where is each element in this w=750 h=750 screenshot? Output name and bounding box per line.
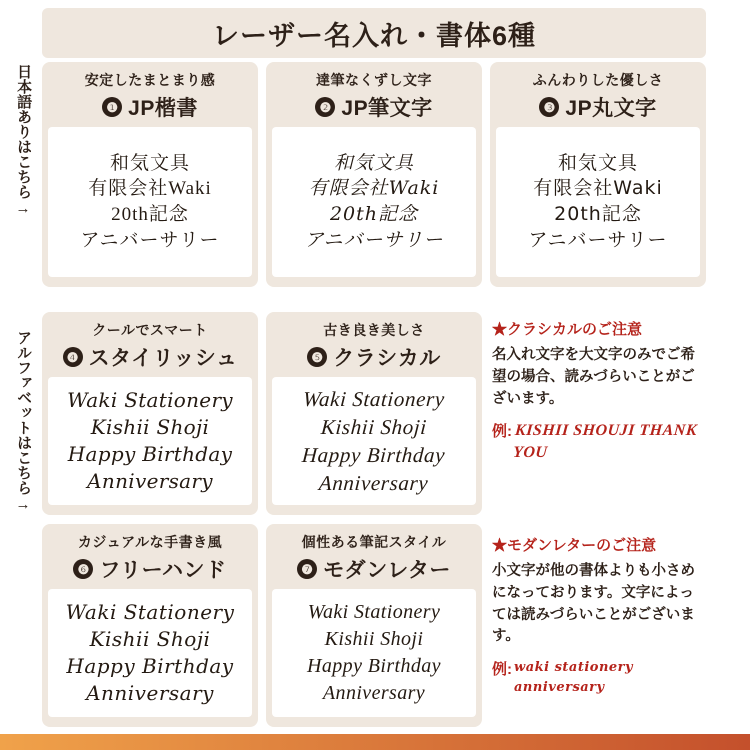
sample-line: Waki Stationery bbox=[67, 388, 233, 412]
sample-line: アニバーサリー bbox=[304, 228, 444, 251]
rail-alphabet-label: アルファベットはこちら bbox=[15, 330, 33, 495]
note-title: ★モダンレターのご注意 bbox=[492, 537, 657, 554]
sample-line: 有限会社Waki bbox=[88, 178, 212, 200]
font-sample bbox=[48, 127, 252, 277]
note-example-label: 例: bbox=[492, 661, 512, 678]
font-card-caption: 古き良き美しさ bbox=[323, 322, 425, 338]
font-card-namerow bbox=[63, 342, 238, 372]
note-body: 名入れ文字を大文字のみでご希望の場合、読みづらいことがございます。 bbox=[492, 347, 695, 407]
font-sample bbox=[272, 377, 476, 505]
font-card-namerow bbox=[539, 92, 656, 122]
sample-line: Waki Stationery bbox=[65, 600, 235, 624]
font-card-namerow bbox=[307, 342, 441, 372]
font-card-caption: カジュアルな手書き風 bbox=[77, 534, 223, 550]
font-card-name: フリーハンド bbox=[99, 559, 227, 582]
font-card-caption: クールでスマート bbox=[92, 322, 208, 338]
number-badge-icon: ❶ bbox=[102, 97, 122, 117]
number-badge-icon: ❺ bbox=[307, 347, 327, 367]
font-card-stylish[interactable] bbox=[42, 312, 258, 515]
font-card-namerow bbox=[297, 554, 451, 584]
rail-japanese-label: 日本語ありはこちら bbox=[15, 64, 33, 199]
sample-line: 和気文具 bbox=[109, 152, 190, 174]
number-badge-icon: ❹ bbox=[63, 347, 83, 367]
font-card-name: JP筆文字 bbox=[341, 97, 433, 120]
font-card-jp-maru[interactable] bbox=[490, 62, 706, 287]
rail-japanese-arrow: → bbox=[15, 200, 31, 217]
sample-line: Anniversary bbox=[86, 681, 214, 705]
sample-line: 20th記念 bbox=[554, 203, 642, 225]
sample-line: Anniversary bbox=[322, 682, 426, 704]
font-card-namerow bbox=[73, 554, 226, 584]
number-badge-icon: ❷ bbox=[315, 97, 335, 117]
note-example-label: 例: bbox=[492, 423, 512, 441]
sample-line: Anniversary bbox=[87, 469, 213, 493]
rail-alphabet bbox=[8, 330, 38, 513]
font-sample bbox=[496, 127, 700, 277]
font-card-caption: 安定したまとまり感 bbox=[84, 72, 216, 88]
font-card-freehand[interactable] bbox=[42, 524, 258, 727]
font-card-caption: 達筆なくずし文字 bbox=[316, 72, 432, 88]
number-badge-icon: ❸ bbox=[539, 97, 559, 117]
font-card-name: モダンレター bbox=[323, 559, 451, 582]
sample-line: アニバーサリー bbox=[528, 228, 668, 251]
font-card-namerow bbox=[102, 92, 198, 122]
font-card-modern-letter[interactable] bbox=[266, 524, 482, 727]
sample-line: 20th記念 bbox=[111, 204, 189, 225]
sample-line: 20th記念 bbox=[329, 203, 419, 225]
font-card-jp-kaisho[interactable] bbox=[42, 62, 258, 287]
note-example-text: waki stationery anniversary bbox=[514, 660, 634, 695]
font-card-name: JP楷書 bbox=[128, 97, 198, 120]
note-body: 小文字が他の書体よりも小さめになっております。文字によっては読みづらいことがございます。 bbox=[492, 563, 695, 645]
sample-line: 有限会社Waki bbox=[533, 177, 663, 200]
sample-line: Happy Birthday bbox=[301, 443, 447, 467]
sample-line: Kishii Shoji bbox=[90, 415, 210, 439]
font-card-name: JP丸文字 bbox=[565, 97, 657, 120]
number-badge-icon: ❼ bbox=[297, 559, 317, 579]
page-title: レーザー名入れ・書体6種 bbox=[211, 20, 536, 51]
sample-line: Happy Birthday bbox=[66, 654, 234, 678]
font-sample bbox=[272, 589, 476, 717]
sample-line: Anniversary bbox=[318, 471, 430, 496]
bottom-gradient-band bbox=[0, 734, 750, 750]
rail-alphabet-arrow: → bbox=[15, 496, 31, 513]
sample-line: Kishii Shoji bbox=[320, 414, 428, 439]
note-example bbox=[492, 658, 706, 697]
font-card-namerow bbox=[315, 92, 432, 122]
font-sample bbox=[48, 377, 252, 505]
sample-line: Waki Stationery bbox=[307, 601, 441, 623]
sample-line: Kishii Shoji bbox=[324, 628, 424, 650]
sample-line: 有限会社Waki bbox=[308, 177, 440, 200]
sample-line: アニバーサリー bbox=[80, 229, 220, 251]
font-sample bbox=[48, 589, 252, 717]
font-card-caption: ふんわりした優しさ bbox=[532, 72, 664, 88]
sample-line: 和気文具 bbox=[557, 151, 638, 174]
number-badge-icon: ❻ bbox=[73, 559, 93, 579]
sample-line: Kishii Shoji bbox=[89, 627, 211, 651]
sample-line: Happy Birthday bbox=[307, 655, 441, 677]
font-card-caption: 個性ある筆記スタイル bbox=[301, 534, 447, 550]
note-classical-caution bbox=[492, 318, 706, 518]
page-header bbox=[42, 8, 706, 58]
note-example-text: KISHII SHOUJI THANK YOU bbox=[512, 422, 698, 462]
note-title: ★クラシカルのご注意 bbox=[492, 321, 643, 338]
font-card-name: クラシカル bbox=[333, 347, 441, 370]
note-modern-letter-caution bbox=[492, 534, 706, 734]
font-card-jp-fude[interactable] bbox=[266, 62, 482, 287]
sample-line: Happy Birthday bbox=[67, 442, 233, 466]
note-example bbox=[492, 420, 706, 465]
rail-japanese bbox=[8, 64, 38, 217]
sample-line: Waki Stationery bbox=[302, 386, 446, 411]
font-card-name: スタイリッシュ bbox=[88, 347, 238, 370]
font-card-classical[interactable] bbox=[266, 312, 482, 515]
sample-line: 和気文具 bbox=[333, 151, 414, 174]
font-sample bbox=[272, 127, 476, 277]
